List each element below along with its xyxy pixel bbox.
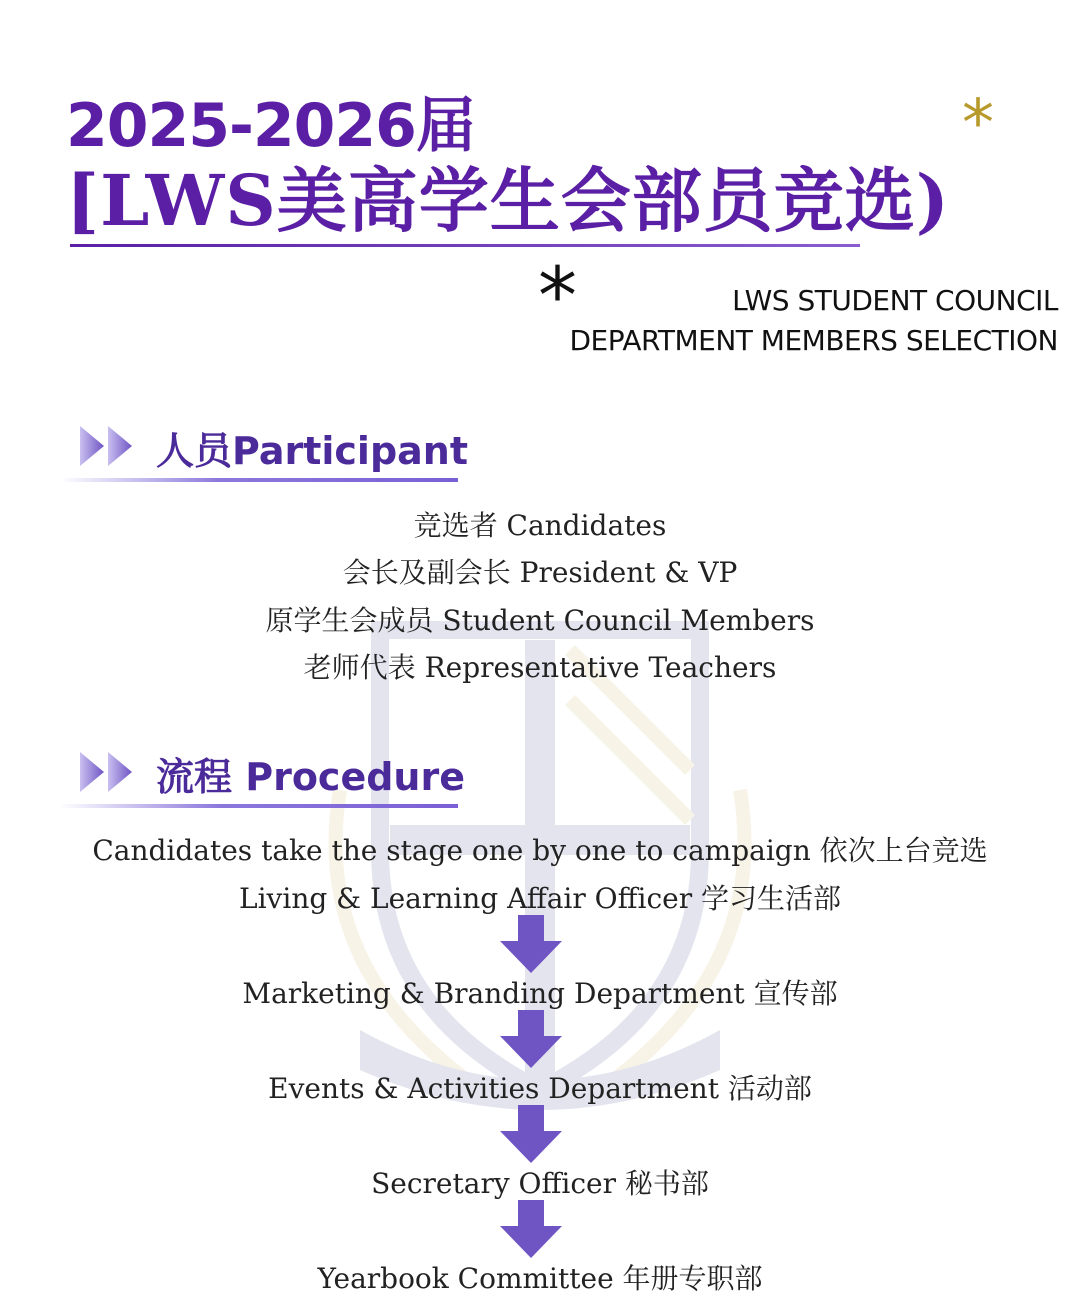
list-item: 老师代表 Representative Teachers xyxy=(303,651,777,684)
title-year: 2025-2026届 xyxy=(66,91,475,161)
procedure-title: 流程 Procedure xyxy=(156,755,465,799)
arrow-down-icon xyxy=(500,1105,562,1163)
procedure-step: Marketing & Branding Department 宣传部 xyxy=(242,977,838,1010)
title-underline xyxy=(70,244,860,247)
procedure-step: Yearbook Committee 年册专职部 xyxy=(317,1262,763,1295)
black-star-icon: * xyxy=(538,252,577,342)
double-chevron-icon xyxy=(78,750,138,794)
arrow-down-icon xyxy=(500,1200,562,1258)
double-chevron-icon xyxy=(78,424,138,468)
list-item: 竞选者 Candidates xyxy=(413,509,667,542)
procedure-section-header xyxy=(78,746,478,806)
procedure-step: Events & Activities Department 活动部 xyxy=(268,1072,812,1105)
arrow-down-icon xyxy=(500,915,562,973)
participant-section-header xyxy=(78,420,478,480)
subtitle-line-2: DEPARTMENT MEMBERS SELECTION xyxy=(569,324,1058,357)
participant-title: 人员Participant xyxy=(156,429,469,473)
procedure-underline xyxy=(60,804,458,808)
page-title: [LWS美高学生会部员竞选) xyxy=(66,159,950,242)
list-item: 会长及副会长 President & VP xyxy=(342,556,738,589)
procedure-step: Secretary Officer 秘书部 xyxy=(371,1167,709,1200)
arrow-down-icon xyxy=(500,1010,562,1068)
list-item: 原学生会成员 Student Council Members xyxy=(265,604,815,637)
procedure-step: Living & Learning Affair Officer 学习生活部 xyxy=(239,882,841,915)
subtitle-line-1: LWS STUDENT COUNCIL xyxy=(732,284,1058,317)
gold-star-icon: * xyxy=(962,87,994,161)
procedure-intro: Candidates take the stage one by one to campaign 依次上台竞选 xyxy=(92,834,988,867)
participant-underline xyxy=(60,478,458,482)
